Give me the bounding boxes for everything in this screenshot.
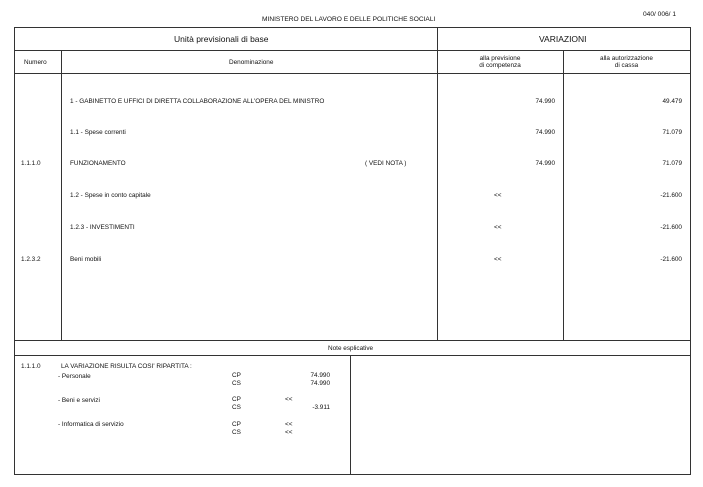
row-cassa: 71.079 — [662, 129, 682, 136]
header-cassa-line1: alla autorizzazione — [600, 55, 653, 62]
row-numero: 1.1.1.0 — [21, 160, 41, 167]
row-competenza: << — [494, 224, 502, 231]
note-item-cs-value: -3.911 — [312, 404, 330, 411]
note-item-cp: CP — [232, 396, 241, 403]
row-denominazione: 1 - GABINETTO E UFFICI DI DIRETTA COLLABORAZIONE ALL'OPERA DEL MINISTRO — [70, 98, 325, 105]
row-nota: ( VEDI NOTA ) — [365, 160, 407, 167]
page-code: 040/ 006/ 1 — [643, 11, 676, 18]
header-competenza-line1: alla previsione — [479, 55, 521, 62]
note-item-label: - Personale — [58, 373, 91, 380]
note-item-label: - Informatica di servizio — [58, 421, 124, 428]
row-cassa: 71.079 — [662, 160, 682, 167]
note-code: 1.1.1.0 — [21, 363, 41, 370]
note-item-label: - Beni e servizi — [58, 397, 100, 404]
header-denominazione: Denominazione — [229, 59, 274, 66]
row-competenza: 74.990 — [535, 160, 555, 167]
note-item-cp-value: << — [285, 421, 293, 428]
ministry-title: MINISTERO DEL LAVORO E DELLE POLITICHE SOCIALI — [262, 16, 436, 23]
note-heading: LA VARIAZIONE RISULTA COSI' RIPARTITA : — [61, 363, 192, 370]
note-item-cp: CP — [232, 372, 241, 379]
note-item-cs: CS — [232, 404, 241, 411]
header-variazioni: VARIAZIONI — [539, 34, 587, 44]
note-item-cs-value: 74.990 — [310, 380, 330, 387]
row-denominazione: 1.1 - Spese correnti — [70, 129, 126, 136]
header-competenza-line2: di competenza — [479, 62, 521, 69]
row-competenza: << — [494, 256, 502, 263]
note-item-cs: CS — [232, 429, 241, 436]
row-cassa: -21.600 — [660, 256, 682, 263]
note-item-cs-value: << — [285, 429, 293, 436]
note-item-cp-value: << — [285, 396, 293, 403]
header-unita-previsionali: Unità previsionali di base — [174, 34, 269, 44]
row-cassa: -21.600 — [660, 192, 682, 199]
row-competenza: << — [494, 192, 502, 199]
row-denominazione: Beni mobili — [70, 256, 102, 263]
header-numero: Numero — [24, 59, 47, 66]
note-item-cp: CP — [232, 421, 241, 428]
header-cassa-line2: di cassa — [614, 62, 639, 69]
row-denominazione: FUNZIONAMENTO — [70, 160, 126, 167]
row-competenza: 74.990 — [535, 129, 555, 136]
row-cassa: -21.600 — [660, 224, 682, 231]
row-numero: 1.2.3.2 — [21, 256, 41, 263]
note-item-cs: CS — [232, 380, 241, 387]
row-denominazione: 1.2.3 - INVESTIMENTI — [70, 224, 135, 231]
note-item-cp-value: 74.990 — [310, 372, 330, 379]
row-cassa: 49.479 — [662, 98, 682, 105]
row-competenza: 74.990 — [535, 98, 555, 105]
notes-title: Note esplicative — [328, 345, 374, 352]
row-denominazione: 1.2 - Spese in conto capitale — [70, 192, 151, 199]
